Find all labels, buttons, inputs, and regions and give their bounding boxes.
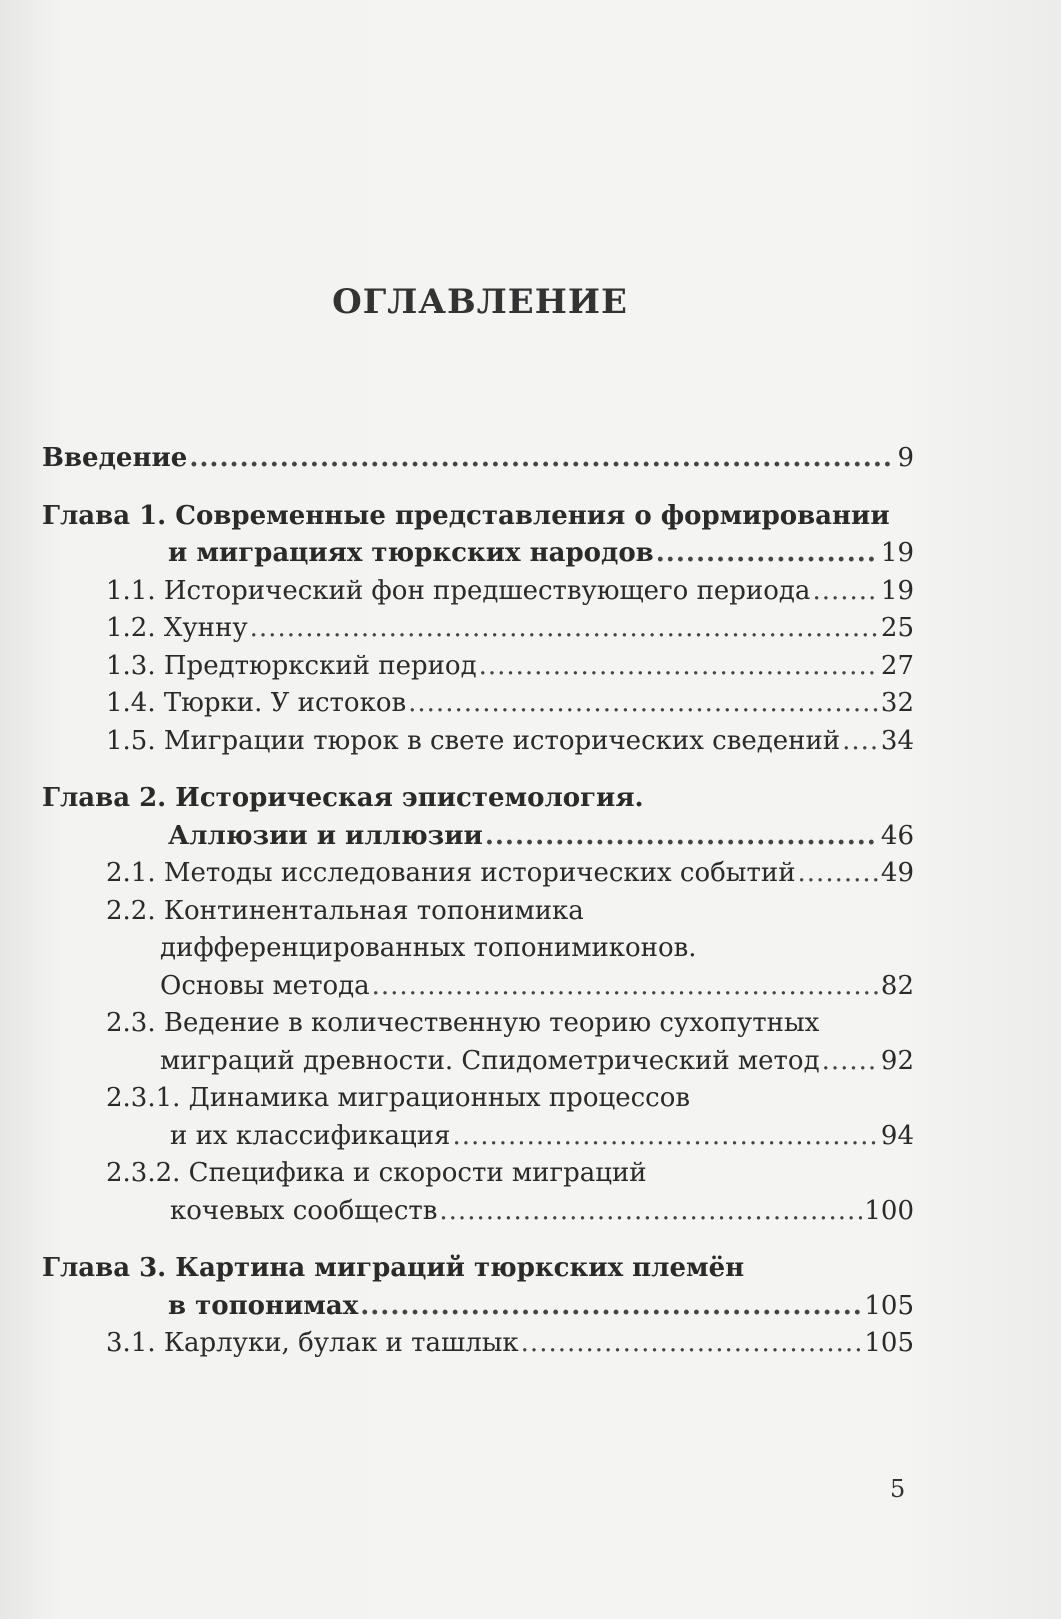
dot-leader [408,685,879,723]
toc-entry-section [42,610,914,648]
toc-page: 94 [880,1120,914,1151]
toc-label: 1.4. Тюрки. У истоков [106,688,407,718]
toc-chapter-3 [42,1250,914,1363]
toc-entry-subsection [42,1193,914,1231]
toc-entry-section [42,723,914,761]
toc-page: 32 [880,688,914,718]
toc-section-line: 2.3. Ведение в количественную теорию сухопутных [106,1008,820,1038]
toc-page: 27 [880,650,914,681]
toc-page: 34 [880,725,914,756]
toc-entry-section [42,573,914,611]
table-of-contents [42,440,914,1363]
toc-subsection-line: 2.3.2. Специфика и скорости миграций [106,1158,647,1188]
toc-chapter-2 [42,780,914,1230]
dot-leader [452,1118,878,1156]
toc-label: 3.1. Карлуки, булак и ташлык [106,1328,519,1358]
dot-leader [250,610,879,648]
toc-entry-section [42,685,914,723]
page-number: 5 [890,1475,906,1503]
toc-label: и миграциях тюркских народов [168,538,654,568]
toc-page: 92 [880,1045,914,1076]
toc-entry-section [42,968,914,1006]
toc-label: Введение [42,443,188,473]
dot-leader [822,1043,879,1081]
toc-entry-section [42,1325,914,1363]
toc-entry-section [42,648,914,686]
toc-entry-chapter-3 [42,1288,914,1326]
toc-entry-chapter-2 [42,818,914,856]
dot-leader [656,535,879,573]
toc-page: 82 [880,970,914,1001]
dot-leader [485,818,879,856]
toc-entry-section [42,855,914,893]
toc-label: Основы метода [160,970,370,1001]
dot-leader [842,723,879,761]
toc-label: и их классификация [170,1120,451,1151]
dot-leader [372,968,879,1006]
dot-leader [521,1325,863,1363]
toc-entry-section [42,1043,914,1081]
toc-label: 1.1. Исторический фон предшествующего периода [106,575,811,606]
toc-label: 1.3. Предтюркский период [106,650,477,681]
toc-page: 100 [864,1195,914,1226]
toc-label: 2.1. Методы исследования исторических событий [106,858,796,888]
toc-entry-subsection [42,1118,914,1156]
toc-subsection-line: 2.3.1. Динамика миграционных процессов [106,1083,690,1113]
toc-page: 49 [880,858,914,888]
toc-label: 1.5. Миграции тюрок в свете исторических сведений [106,725,841,756]
toc-page: 19 [880,538,914,568]
toc-label: 1.2. Хунну [106,613,248,643]
toc-page: 25 [880,613,914,643]
page-title: ОГЛАВЛЕНИЕ [332,282,628,322]
dot-leader [798,855,879,893]
chapter-title-line: Глава 2. Историческая эпистемология. [42,783,644,813]
toc-section-line: 2.2. Континентальная топонимика [106,895,584,926]
dot-leader [439,1193,862,1231]
toc-page: 46 [880,820,914,851]
toc-entry-intro [42,440,914,478]
chapter-title-line: Глава 1. Современные представления о формировании [42,500,890,531]
dot-leader [189,440,895,478]
toc-page: 105 [864,1328,914,1358]
toc-label: миграций древности. Спидометрический метод [160,1045,820,1076]
dot-leader [479,648,879,686]
dot-leader [360,1288,862,1326]
dot-leader [812,573,878,611]
toc-page: 19 [880,575,914,606]
chapter-title-line: Глава 3. Картина миграций тюркских племён [42,1253,745,1283]
toc-label: кочевых сообществ [170,1195,438,1226]
toc-entry-chapter-1 [42,535,914,573]
toc-label: Аллюзии и иллюзии [168,820,483,851]
toc-section-line: дифференцированных топонимиконов. [160,933,697,963]
toc-chapter-1 [42,498,914,761]
toc-page: 105 [864,1290,914,1321]
toc-label: в топонимах [168,1290,359,1321]
toc-page: 9 [897,443,914,473]
